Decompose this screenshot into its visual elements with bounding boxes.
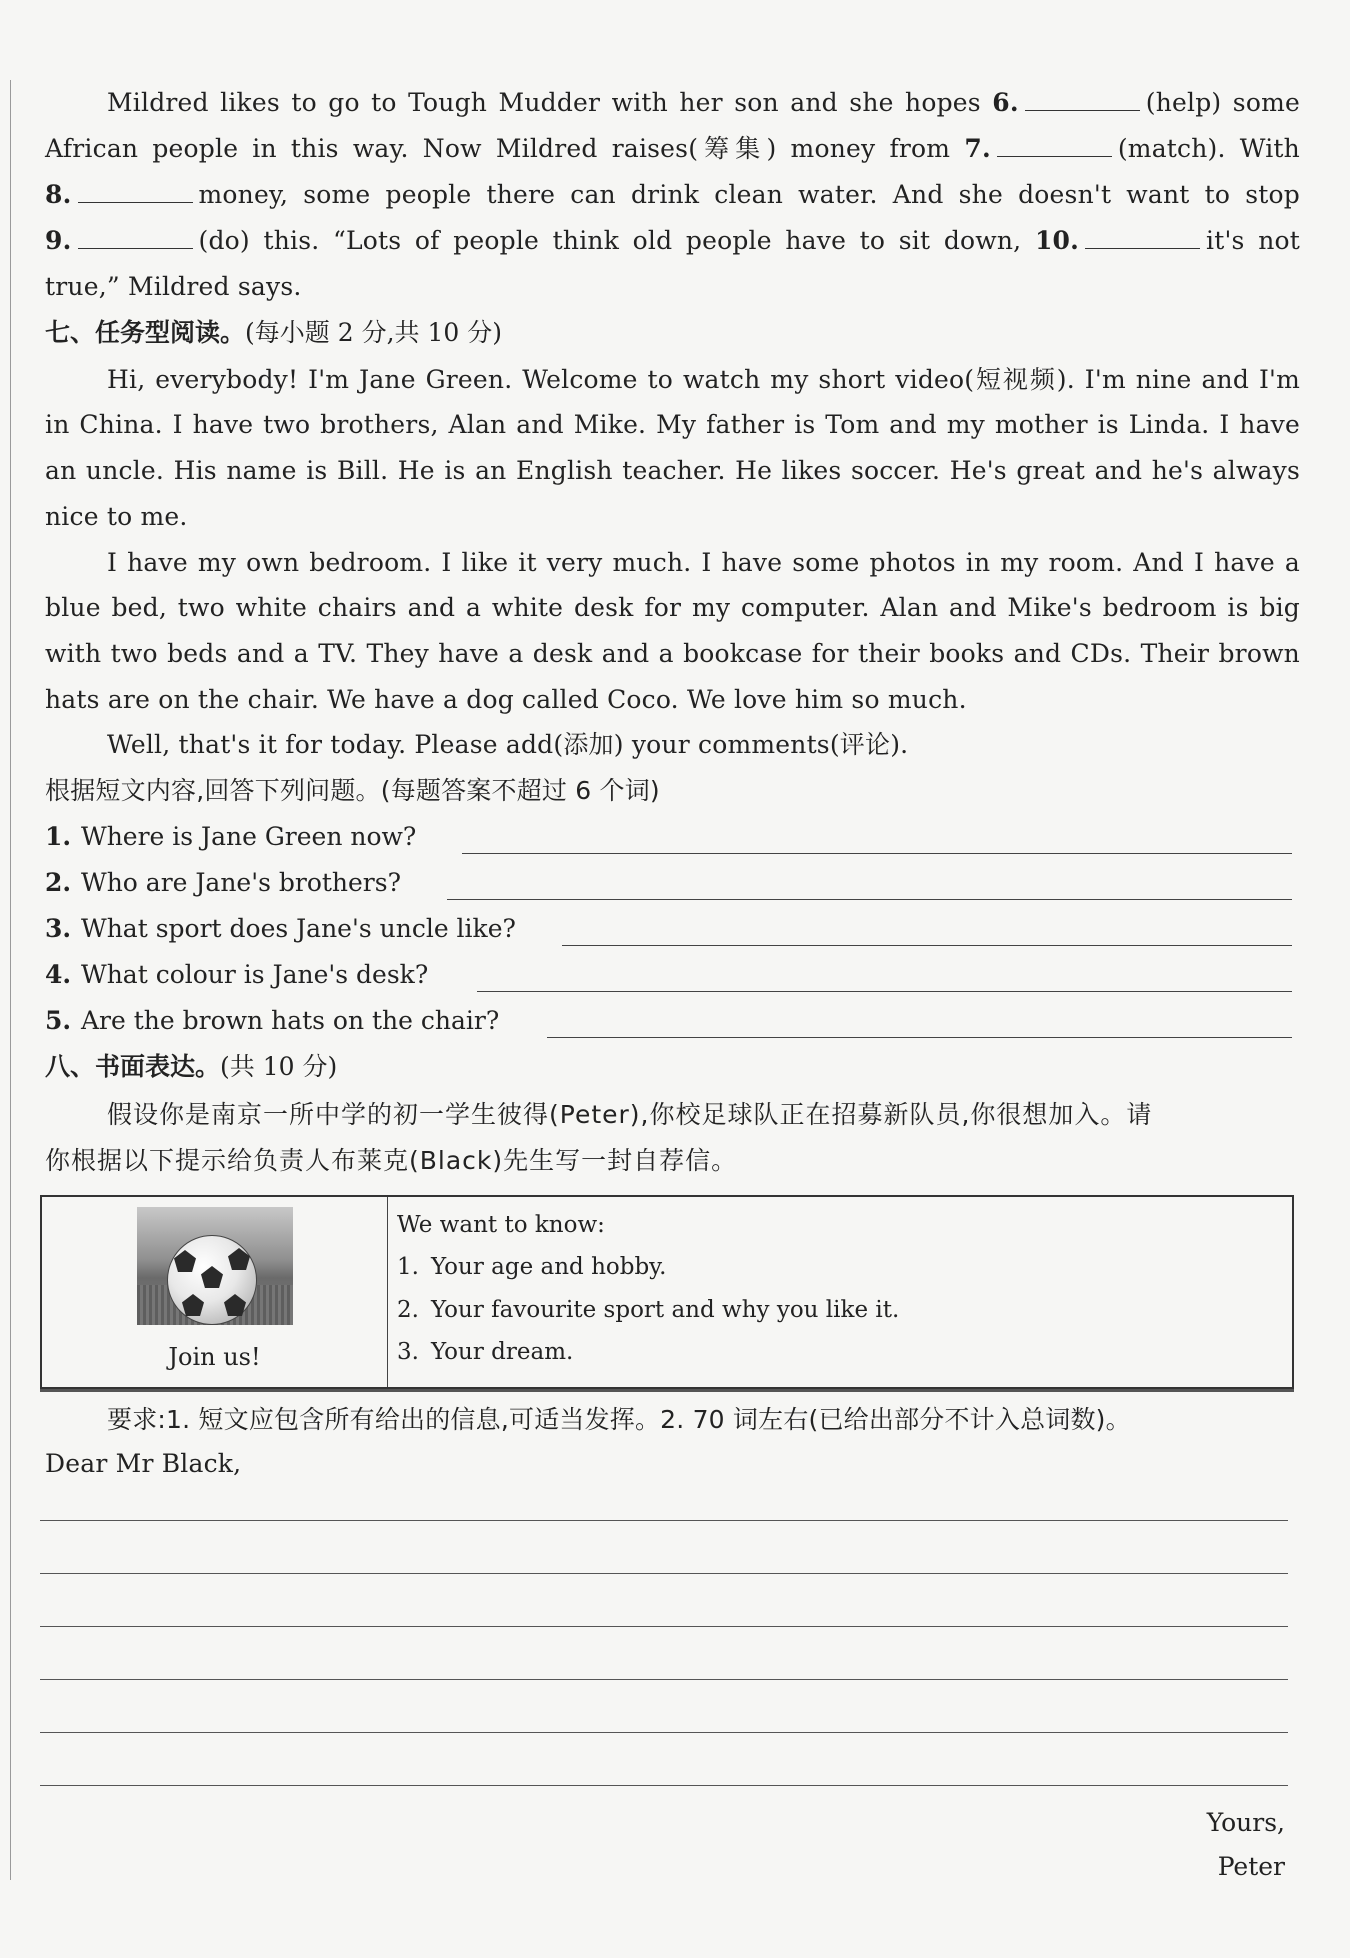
passage-line-3	[45, 172, 1300, 217]
ball-patch	[201, 1266, 223, 1288]
section-8-title: 八、书面表达。	[45, 1052, 221, 1081]
passage-text: it's not	[1206, 226, 1300, 255]
soccer-ball-icon	[167, 1235, 257, 1325]
question-number: 3.	[45, 914, 72, 943]
question-number: 4.	[45, 960, 72, 989]
box-divider	[387, 1197, 388, 1387]
writing-line[interactable]	[40, 1679, 1288, 1680]
hint-number: 3.	[397, 1339, 419, 1365]
hint-item-1	[397, 1247, 666, 1287]
section-8-score-note: (共 10 分)	[220, 1052, 338, 1081]
blank-number-6: 6.	[992, 88, 1019, 117]
reading-p1-line-2: in China. I have two brothers, Alan and Mike. My father is Tom and my mother is Linda. I have	[45, 410, 1300, 439]
blank-8[interactable]	[78, 182, 193, 203]
answer-line-1[interactable]	[462, 853, 1292, 854]
passage-line-4	[45, 218, 1300, 263]
question-text: What sport does Jane's uncle like?	[81, 914, 516, 943]
writing-line[interactable]	[40, 1785, 1288, 1786]
passage-text: (help) some	[1145, 88, 1300, 117]
reading-p2-line-4: hats are on the chair. We have a dog called Coco. We love him so much.	[45, 685, 967, 714]
reading-p1-line-1: Hi, everybody! I'm Jane Green. Welcome to watch my short video(短视频). I'm nine and I'm	[107, 365, 1300, 394]
question-4	[45, 952, 428, 997]
reading-p2-line-1: I have my own bedroom. I like it very much. I have some photos in my room. And I have a	[107, 548, 1300, 577]
writing-prompt-line-2: 你根据以下提示给负责人布莱克(Black)先生写一封自荐信。	[45, 1146, 738, 1175]
join-us-caption: Join us!	[168, 1343, 261, 1371]
blank-number-10: 10.	[1034, 226, 1080, 255]
question-3	[45, 906, 516, 951]
question-number: 1.	[45, 822, 72, 851]
blank-10[interactable]	[1085, 228, 1200, 249]
binding-edge-line	[10, 80, 11, 1880]
writing-line[interactable]	[40, 1732, 1288, 1733]
answer-line-5[interactable]	[547, 1037, 1292, 1038]
passage-text: Mildred likes to go to Tough Mudder with her son and she hopes	[107, 88, 981, 117]
blank-number-9: 9.	[45, 226, 72, 255]
writing-requirements: 要求:1. 短文应包含所有给出的信息,可适当发挥。2. 70 词左右(已给出部分不计入总词数)。	[107, 1405, 1131, 1434]
section-7-heading	[45, 310, 502, 355]
reading-p2-line-2: blue bed, two white chairs and a white desk for my computer. Alan and Mike's bedroom is big	[45, 593, 1300, 622]
answer-line-3[interactable]	[562, 945, 1292, 946]
question-text: What colour is Jane's desk?	[81, 960, 429, 989]
hint-heading: We want to know:	[397, 1212, 605, 1238]
reading-p1-line-3: an uncle. His name is Bill. He is an English teacher. He likes soccer. He's great and he's always	[45, 456, 1300, 485]
hint-item-3	[397, 1332, 573, 1372]
passage-line-1	[45, 80, 1300, 125]
blank-number-7: 7.	[964, 134, 991, 163]
question-text: Are the brown hats on the chair?	[81, 1006, 500, 1035]
writing-prompt-line-1: 假设你是南京一所中学的初一学生彼得(Peter),你校足球队正在招募新队员,你很想加入。请	[107, 1100, 1153, 1129]
question-2	[45, 860, 401, 905]
passage-line-5: true,” Mildred says.	[45, 272, 302, 301]
section-7-score-note: (每小题 2 分,共 10 分)	[245, 318, 502, 347]
ball-patch	[224, 1294, 246, 1316]
hint-text: Your favourite sport and why you like it.	[431, 1297, 900, 1323]
writing-line[interactable]	[40, 1520, 1288, 1521]
question-number: 2.	[45, 868, 72, 897]
hint-text: Your age and hobby.	[431, 1254, 667, 1280]
question-text: Where is Jane Green now?	[81, 822, 417, 851]
passage-line-2	[45, 126, 1300, 171]
hint-number: 1.	[397, 1254, 419, 1280]
letter-salutation: Dear Mr Black,	[45, 1449, 242, 1478]
section-7-title: 七、任务型阅读。	[45, 318, 246, 347]
reading-p3: Well, that's it for today. Please add(添加) your comments(评论).	[107, 730, 909, 759]
passage-text: money, some people there can drink clean water. And she doesn't want to stop	[198, 180, 1300, 209]
letter-closing: Yours,	[1206, 1808, 1285, 1837]
answer-line-4[interactable]	[477, 991, 1292, 992]
ball-patch	[182, 1294, 204, 1316]
hint-text: Your dream.	[431, 1339, 574, 1365]
reading-p2-line-3: with two beds and a TV. They have a desk and a bookcase for their books and CDs. Their brown	[45, 639, 1300, 668]
hint-box	[40, 1195, 1294, 1389]
ball-patch	[174, 1250, 196, 1272]
blank-7[interactable]	[997, 136, 1112, 157]
blank-9[interactable]	[78, 228, 193, 249]
blank-number-8: 8.	[45, 180, 72, 209]
blank-6[interactable]	[1025, 90, 1140, 111]
passage-text: African people in this way. Now Mildred raises(筹集) money from	[45, 134, 951, 163]
question-number: 5.	[45, 1006, 72, 1035]
question-1	[45, 814, 416, 859]
hint-number: 2.	[397, 1297, 419, 1323]
writing-line[interactable]	[40, 1573, 1288, 1574]
reading-p1-line-4: nice to me.	[45, 502, 188, 531]
ball-patch	[228, 1248, 250, 1270]
hint-item-2	[397, 1290, 899, 1330]
soccer-ball-photo	[137, 1207, 293, 1325]
section-8-heading	[45, 1044, 337, 1089]
letter-signature: Peter	[1217, 1852, 1285, 1881]
passage-text: (match). With	[1117, 134, 1300, 163]
passage-text: (do) this. “Lots of people think old people have to sit down,	[198, 226, 1022, 255]
answer-line-2[interactable]	[447, 899, 1292, 900]
reading-instruction: 根据短文内容,回答下列问题。(每题答案不超过 6 个词)	[45, 776, 660, 805]
question-5	[45, 998, 499, 1043]
question-text: Who are Jane's brothers?	[81, 868, 401, 897]
writing-line[interactable]	[40, 1626, 1288, 1627]
